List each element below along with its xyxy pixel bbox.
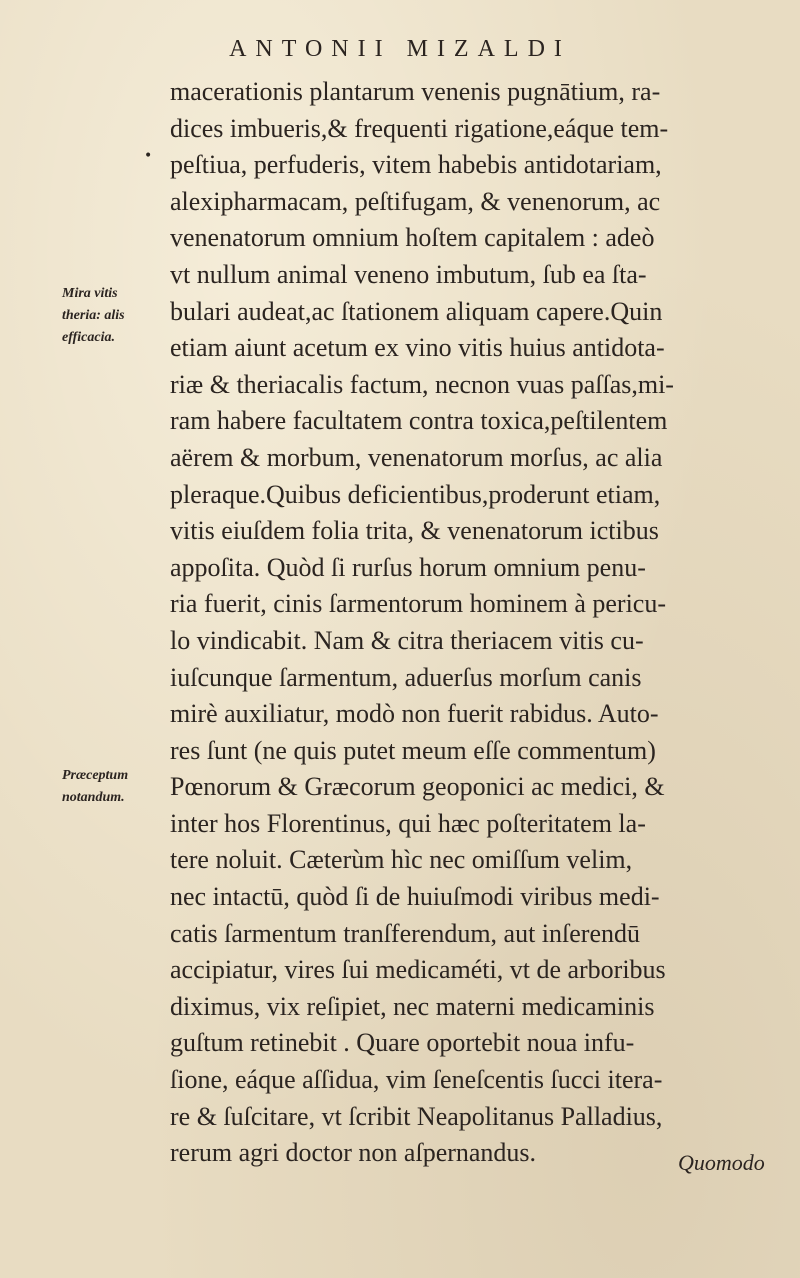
margin-note-line: notandum. bbox=[62, 790, 125, 805]
text-line: bulari audeat,ac ſtationem aliquam capere.Quin bbox=[170, 296, 663, 326]
margin-note-line: theria: alis bbox=[62, 308, 125, 323]
catchword: Quomodo bbox=[678, 1150, 765, 1175]
margin-note-line: Mira vitis bbox=[62, 286, 118, 301]
text-line: peſtiua, perfuderis, vitem habebis antidotariam, bbox=[170, 150, 662, 180]
text-line: lo vindicabit. Nam & citra theriacem vitis cu- bbox=[170, 625, 644, 655]
text-line: Pœnorum & Græcorum geoponici ac medici, & bbox=[170, 772, 665, 802]
text-line: pleraque.Quibus deficientibus,proderunt etiam, bbox=[170, 479, 661, 509]
text-line: venenatorum omnium hoſtem capitalem : adeò bbox=[170, 223, 655, 253]
text-line: mirè auxiliatur, modò non fuerit rabidus. Auto- bbox=[170, 699, 659, 729]
text-line: inter hos Florentinus, qui hæc poſteritatem la- bbox=[170, 808, 646, 838]
text-line: res ſunt (ne quis putet meum eſſe commentum) bbox=[170, 735, 656, 765]
text-line: etiam aiunt acetum ex vino vitis huius antidota- bbox=[170, 333, 665, 363]
text-line: catis ſarmentum tranſferendum, aut inſerendū bbox=[170, 918, 640, 948]
text-line: alexipharmacam, peſtifugam, & venenorum, ac bbox=[170, 186, 661, 216]
text-line: iuſcunque ſarmentum, aduerſus morſum canis bbox=[170, 662, 642, 692]
text-line: nec intactū, quòd ſi de huiuſmodi viribus medi- bbox=[170, 882, 660, 912]
running-head: ANTONII MIZALDI bbox=[229, 36, 571, 62]
text-line: rerum agri doctor non aſpernandus. bbox=[170, 1138, 537, 1168]
text-line: guſtum retinebit . Quare oportebit noua infu- bbox=[170, 1028, 635, 1058]
margin-note-line: Præceptum bbox=[62, 768, 129, 783]
text-line: tere noluit. Cæterùm hìc nec omiſſum velim, bbox=[170, 845, 633, 875]
text-line: accipiatur, vires ſui medicaméti, vt de arboribus bbox=[170, 955, 666, 985]
text-line: dices imbueris,& frequenti rigatione,eáque tem- bbox=[170, 113, 669, 143]
margin-note-vitis-efficacia bbox=[62, 283, 174, 349]
text-line: ſione, eáque aſſidua, vim ſeneſcentis ſucci itera- bbox=[170, 1065, 663, 1095]
margin-note-praeceptum bbox=[62, 765, 174, 809]
text-line: aërem & morbum, venenatorum morſus, ac alia bbox=[170, 442, 663, 472]
text-line: appoſita. Quòd ſi rurſus horum omnium penu- bbox=[170, 552, 646, 582]
text-line: riæ & theriacalis factum, necnon vuas paſſas,mi- bbox=[170, 369, 674, 399]
text-line: vitis eiuſdem folia trita, & venenatorum ictibus bbox=[170, 516, 659, 546]
main-text-block bbox=[170, 74, 770, 1172]
margin-marker: • bbox=[144, 148, 153, 164]
text-line: ram habere facultatem contra toxica,peſtilentem bbox=[170, 406, 668, 436]
text-line: macerationis plantarum venenis pugnātium, ra- bbox=[170, 77, 661, 106]
text-line: ria fuerit, cinis ſarmentorum hominem à pericu- bbox=[170, 589, 666, 619]
text-line: re & ſuſcitare, vt ſcribit Neapolitanus Palladius, bbox=[170, 1101, 663, 1131]
text-line: vt nullum animal veneno imbutum, ſub ea ſta- bbox=[170, 259, 647, 289]
margin-note-line: efficacia. bbox=[62, 330, 115, 345]
text-line: diximus, vix reſipiet, nec materni medicaminis bbox=[170, 991, 655, 1021]
